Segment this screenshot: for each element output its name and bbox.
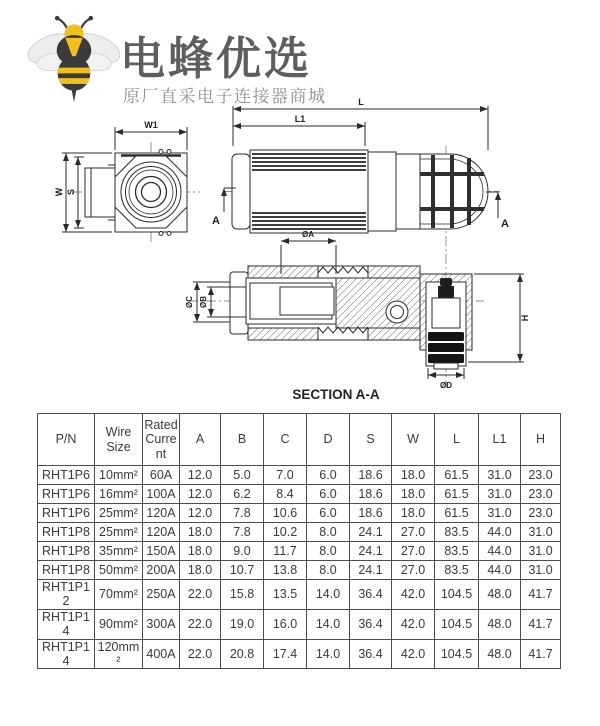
table-row — [38, 466, 561, 485]
table-cell: 25mm² — [95, 504, 143, 523]
table-cell: 18.6 — [350, 504, 392, 523]
table-cell: 14.0 — [307, 639, 350, 669]
table-cell: 6.0 — [307, 504, 350, 523]
table-cell: 27.0 — [392, 542, 435, 561]
table-cell: 18.0 — [180, 542, 221, 561]
table-cell: RHT1P8 — [38, 561, 95, 580]
dim-label-s: S — [66, 188, 76, 196]
table-cell: 83.5 — [435, 542, 479, 561]
table-cell: 31.0 — [479, 466, 521, 485]
table-cell: RHT1P8 — [38, 523, 95, 542]
table-cell: 42.0 — [392, 580, 435, 610]
table-cell: 8.0 — [307, 523, 350, 542]
table-cell: 31.0 — [479, 485, 521, 504]
table-cell: 36.4 — [350, 639, 392, 669]
section-label: SECTION A-A — [292, 387, 380, 402]
section-arrow-label-right: A — [501, 218, 509, 230]
table-cell: 60A — [143, 466, 180, 485]
table-cell: 70mm² — [95, 580, 143, 610]
table-cell: 120A — [143, 504, 180, 523]
table-cell: RHT1P8 — [38, 542, 95, 561]
table-cell: 35mm² — [95, 542, 143, 561]
table-cell: 11.7 — [264, 542, 307, 561]
table-cell: 150A — [143, 542, 180, 561]
table-header-cell: H — [521, 414, 561, 466]
table-header-cell: S — [350, 414, 392, 466]
table-cell: 22.0 — [180, 639, 221, 669]
table-cell: 120mm² — [95, 639, 143, 669]
front-view — [62, 127, 200, 244]
table-row — [38, 504, 561, 523]
table-row — [38, 580, 561, 610]
table-cell: 42.0 — [392, 609, 435, 639]
table-cell: 36.4 — [350, 580, 392, 610]
table-cell: 104.5 — [435, 580, 479, 610]
table-header-cell: Wire Size — [95, 414, 143, 466]
table-cell: 48.0 — [479, 580, 521, 610]
table-cell: 8.0 — [307, 561, 350, 580]
table-cell: 14.0 — [307, 609, 350, 639]
table-cell: 42.0 — [392, 639, 435, 669]
table-header-cell: W — [392, 414, 435, 466]
table-cell: 18.0 — [392, 504, 435, 523]
table-cell: RHT1P6 — [38, 466, 95, 485]
table-cell: 48.0 — [479, 639, 521, 669]
table-cell: RHT1P12 — [38, 580, 95, 610]
table-cell: 31.0 — [521, 561, 561, 580]
table-cell: 400A — [143, 639, 180, 669]
table-cell: 104.5 — [435, 609, 479, 639]
table-header-cell: B — [221, 414, 264, 466]
table-cell: 18.0 — [392, 466, 435, 485]
table-cell: 12.0 — [180, 504, 221, 523]
table-cell: 10.6 — [264, 504, 307, 523]
table-cell: 18.6 — [350, 466, 392, 485]
table-row — [38, 542, 561, 561]
table-header-row — [38, 414, 561, 466]
table-cell: 120A — [143, 523, 180, 542]
brand-subtitle: 原厂直采电子连接器商城 — [123, 87, 327, 107]
table-cell: 31.0 — [521, 542, 561, 561]
technical-drawing — [0, 96, 600, 416]
table-cell: 18.0 — [180, 561, 221, 580]
table-cell: 10.2 — [264, 523, 307, 542]
dim-label-dia-d: ØD — [440, 381, 452, 390]
table-cell: 36.4 — [350, 609, 392, 639]
table-cell: 27.0 — [392, 523, 435, 542]
table-header-cell: A — [180, 414, 221, 466]
table-cell: 100A — [143, 485, 180, 504]
table-cell: 22.0 — [180, 609, 221, 639]
table-row — [38, 561, 561, 580]
table-cell: 61.5 — [435, 466, 479, 485]
dim-label-w1: W1 — [144, 120, 158, 130]
table-row — [38, 609, 561, 639]
table-cell: 7.0 — [264, 466, 307, 485]
spec-table — [37, 413, 561, 669]
table-cell: 200A — [143, 561, 180, 580]
table-cell: 16.0 — [264, 609, 307, 639]
dim-label-w: W — [54, 187, 64, 197]
table-cell: 13.5 — [264, 580, 307, 610]
table-cell: 24.1 — [350, 561, 392, 580]
table-cell: 12.0 — [180, 485, 221, 504]
table-cell: 23.0 — [521, 466, 561, 485]
table-row — [38, 639, 561, 669]
table-cell: 9.0 — [221, 542, 264, 561]
dim-label-dia-a: ØA — [302, 230, 314, 239]
table-cell: 23.0 — [521, 504, 561, 523]
table-cell: 83.5 — [435, 523, 479, 542]
table-cell: 61.5 — [435, 504, 479, 523]
table-header-cell: C — [264, 414, 307, 466]
table-cell: RHT1P6 — [38, 504, 95, 523]
table-header-cell: D — [307, 414, 350, 466]
table-cell: 18.0 — [392, 485, 435, 504]
bee-body — [55, 16, 93, 102]
table-cell: 48.0 — [479, 609, 521, 639]
dim-label-l: L — [358, 97, 364, 107]
table-cell: 17.4 — [264, 639, 307, 669]
table-cell: 41.7 — [521, 639, 561, 669]
table-header-cell: L — [435, 414, 479, 466]
table-cell: 12.0 — [180, 466, 221, 485]
table-cell: RHT1P14 — [38, 639, 95, 669]
table-cell: 5.0 — [221, 466, 264, 485]
table-cell: 7.8 — [221, 504, 264, 523]
table-cell: 8.4 — [264, 485, 307, 504]
table-cell: 300A — [143, 609, 180, 639]
section-arrow-label-left: A — [212, 215, 220, 227]
table-header-cell: L1 — [479, 414, 521, 466]
table-cell: 6.2 — [221, 485, 264, 504]
table-cell: 41.7 — [521, 580, 561, 610]
table-cell: 83.5 — [435, 561, 479, 580]
section-view — [188, 241, 524, 379]
table-cell: 18.6 — [350, 485, 392, 504]
table-cell: 24.1 — [350, 523, 392, 542]
table-row — [38, 523, 561, 542]
table-cell: 22.0 — [180, 580, 221, 610]
brand-title: 电蜂优选 — [120, 32, 313, 85]
table-cell: 6.0 — [307, 485, 350, 504]
table-cell: 8.0 — [307, 542, 350, 561]
table-cell: RHT1P14 — [38, 609, 95, 639]
dim-label-dia-c: ØC — [185, 296, 194, 308]
table-cell: RHT1P6 — [38, 485, 95, 504]
table-header-cell: P/N — [38, 414, 95, 466]
table-cell: 41.7 — [521, 609, 561, 639]
table-cell: 25mm² — [95, 523, 143, 542]
table-cell: 61.5 — [435, 485, 479, 504]
table-cell: 27.0 — [392, 561, 435, 580]
table-cell: 31.0 — [479, 504, 521, 523]
table-cell: 15.8 — [221, 580, 264, 610]
table-cell: 250A — [143, 580, 180, 610]
table-cell: 44.0 — [479, 523, 521, 542]
dim-label-dia-b: ØB — [199, 296, 208, 308]
table-cell: 31.0 — [521, 523, 561, 542]
dim-label-h: H — [520, 314, 530, 322]
spec-table-body — [38, 466, 561, 669]
table-header-cell: Rated Current — [143, 414, 180, 466]
table-cell: 23.0 — [521, 485, 561, 504]
table-cell: 10.7 — [221, 561, 264, 580]
table-cell: 90mm² — [95, 609, 143, 639]
table-cell: 50mm² — [95, 561, 143, 580]
table-cell: 7.8 — [221, 523, 264, 542]
table-cell: 18.0 — [180, 523, 221, 542]
table-cell: 16mm² — [95, 485, 143, 504]
table-cell: 19.0 — [221, 609, 264, 639]
table-cell: 10mm² — [95, 466, 143, 485]
table-cell: 20.8 — [221, 639, 264, 669]
table-cell: 44.0 — [479, 542, 521, 561]
table-cell: 13.8 — [264, 561, 307, 580]
dim-label-l1: L1 — [294, 114, 306, 124]
table-cell: 44.0 — [479, 561, 521, 580]
table-cell: 6.0 — [307, 466, 350, 485]
bee-logo-icon — [26, 10, 122, 106]
table-row — [38, 485, 561, 504]
table-cell: 14.0 — [307, 580, 350, 610]
table-cell: 104.5 — [435, 639, 479, 669]
table-cell: 24.1 — [350, 542, 392, 561]
